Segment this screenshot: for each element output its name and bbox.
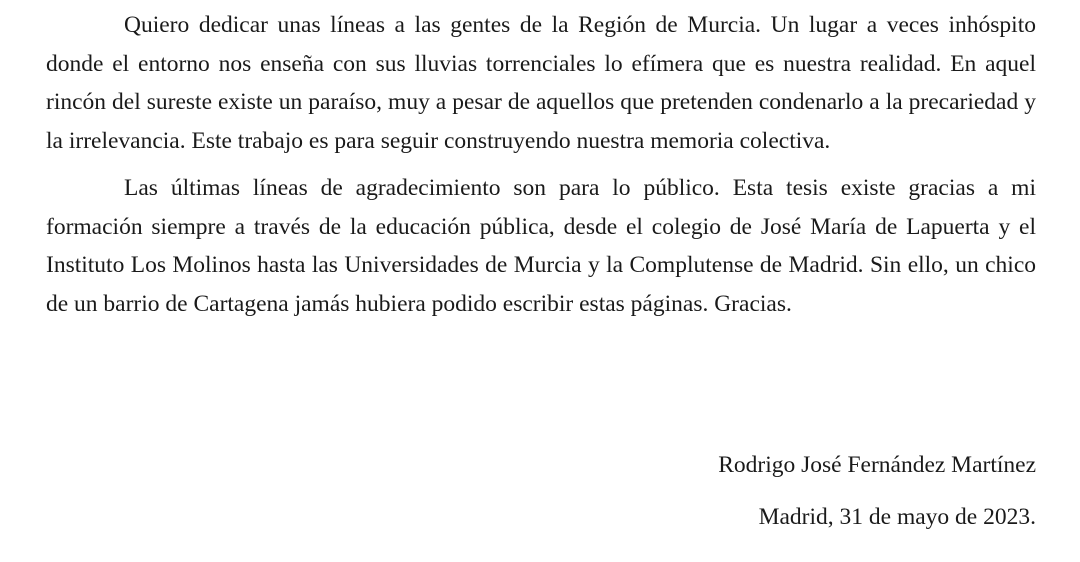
signature-date: Madrid, 31 de mayo de 2023. — [758, 504, 1036, 530]
paragraph-murcia: Quiero dedicar unas líneas a las gentes de la Región de Murcia. Un lugar a veces inhóspito donde el entorno nos enseña con sus lluvias torrenciales lo efímera que es nuestra realidad. En aquel rincón del sureste existe un paraíso, muy a pesar de aquellos que pretenden condenarlo a la precariedad y la irrelevancia. Este trabajo es para seguir construyendo nuestra memoria colectiva. — [46, 12, 1036, 154]
acknowledgements-body — [46, 6, 1036, 332]
signature-block — [718, 446, 1036, 536]
paragraph-public-education: Las últimas líneas de agradecimiento son para lo público. Esta tesis existe gracias a mi formación siempre a través de la educación pública, desde el colegio de José María de Lapuerta y el Instituto Los Molinos hasta las Universidades de Murcia y la Complutense de Madrid. Sin ello, un chico de un barrio de Cartagena jamás hubiera podido escribir estas páginas. Gracias. — [46, 175, 1036, 317]
signature-name: Rodrigo José Fernández Martínez — [718, 452, 1036, 478]
